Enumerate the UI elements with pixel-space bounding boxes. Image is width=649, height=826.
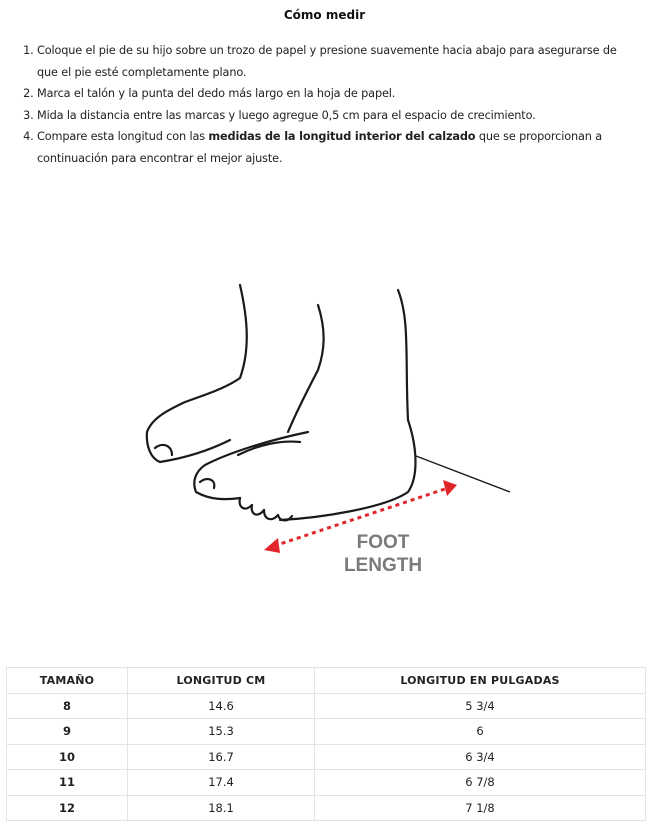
front-foot-toenail [200, 479, 214, 488]
table-row [7, 719, 646, 745]
size-cell: 10 [7, 744, 128, 770]
header-size: TAMAÑO [7, 668, 128, 694]
inches-cell: 6 [315, 719, 646, 745]
cm-cell: 18.1 [128, 795, 315, 821]
header-length-inches: LONGITUD EN PULGADAS [315, 668, 646, 694]
step-2: 2. Marca el talón y la punta del dedo más largo en la hoja de papel. [37, 83, 640, 105]
size-chart-table [6, 667, 646, 821]
cm-cell: 16.7 [128, 744, 315, 770]
page-title: Cómo medir [283, 8, 366, 22]
back-foot-toenail [155, 445, 172, 455]
back-foot-leg-line [147, 285, 247, 462]
size-cell: 11 [7, 770, 128, 796]
front-foot-toe-2 [240, 498, 252, 509]
size-cell: 12 [7, 795, 128, 821]
step-1: 1. Coloque el pie de su hijo sobre un trozo de papel y presione suavemente hacia abajo para asegurarse de que el pie esté completamente plano. [37, 40, 640, 83]
instructions-list [0, 40, 640, 169]
table-header-row [7, 668, 646, 694]
inches-cell: 6 3/4 [315, 744, 646, 770]
heel-guide-line [416, 456, 510, 492]
back-foot-ankle-line [288, 305, 324, 432]
table-row [7, 770, 646, 796]
table-row [7, 744, 646, 770]
step-4-bold-text: medidas de la longitud interior del calzado [208, 130, 476, 143]
step-4-text-before: Compare esta longitud con las [37, 130, 209, 143]
inches-cell: 5 3/4 [315, 693, 646, 719]
foot-length-arrow-head-left [264, 538, 280, 553]
cm-cell: 17.4 [128, 770, 315, 796]
step-4 [37, 126, 640, 169]
size-cell: 8 [7, 693, 128, 719]
cm-cell: 15.3 [128, 719, 315, 745]
step-4-text-after: que se proporcionan a continuación para encontrar el mejor ajuste. [37, 130, 602, 165]
table-row [7, 795, 646, 821]
table-row [7, 693, 646, 719]
header-length-cm: LONGITUD CM [128, 668, 315, 694]
inches-cell: 7 1/8 [315, 795, 646, 821]
size-cell: 9 [7, 719, 128, 745]
cm-cell: 14.6 [128, 693, 315, 719]
front-foot-toe-5 [278, 515, 292, 520]
foot-label-line-2: LENGTH [343, 555, 423, 576]
step-3: 3. Mida la distancia entre las marcas y luego agregue 0,5 cm para el espacio de crecimiento. [37, 105, 640, 127]
foot-label-line-1: FOOT [356, 532, 410, 553]
foot-length-arrow-head-right [443, 480, 457, 496]
foot-measurement-illustration [130, 280, 530, 580]
inches-cell: 6 7/8 [315, 770, 646, 796]
front-foot-toe-4 [264, 510, 278, 519]
front-foot-toe-3 [252, 505, 264, 515]
